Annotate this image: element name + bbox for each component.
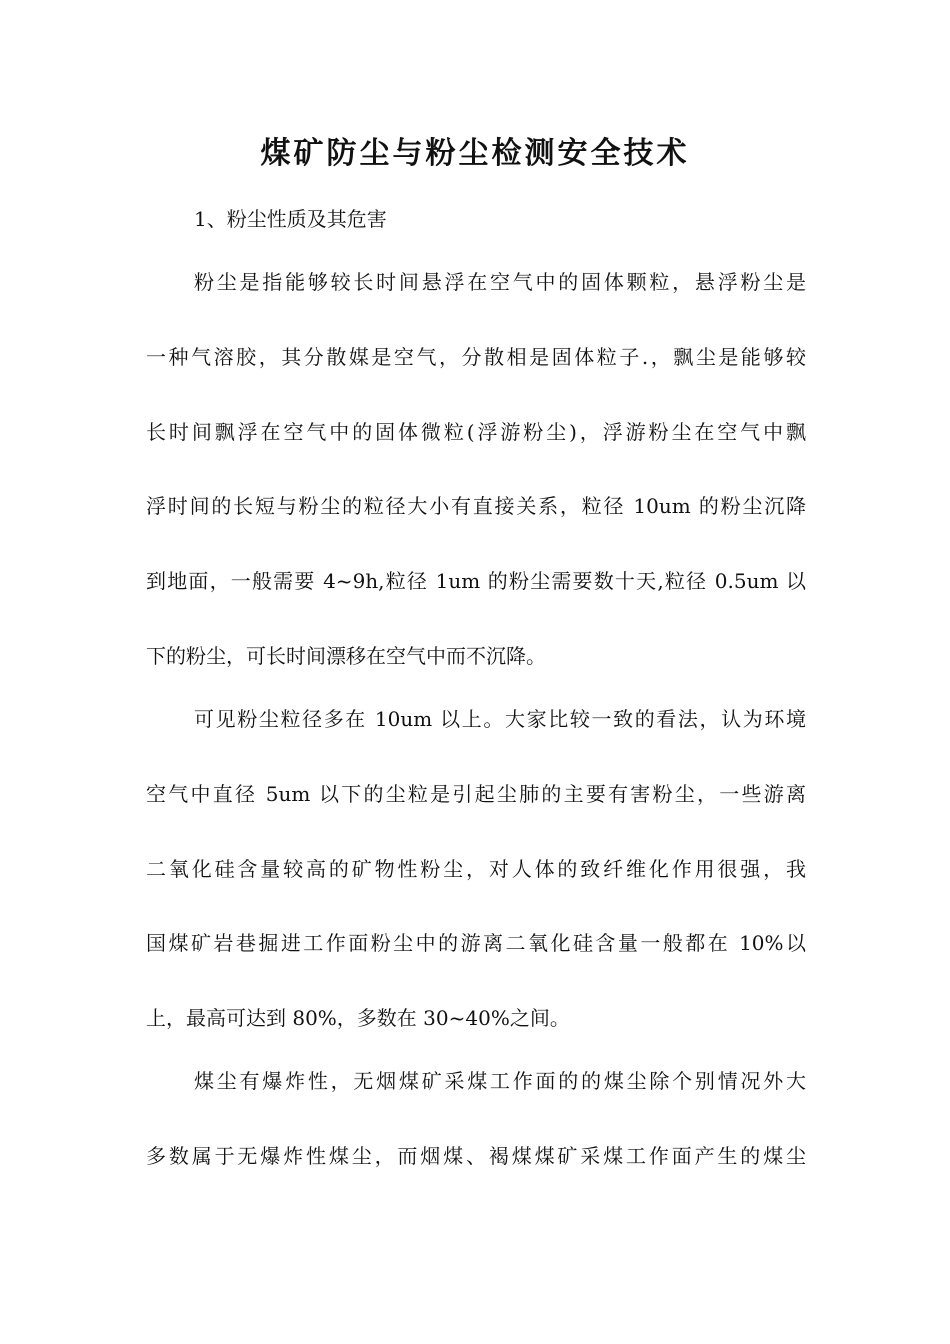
paragraph-line: 到地面，一般需要 4~9h,粒径 1um 的粉尘需要数十天,粒径 0.5um 以 [146, 569, 806, 593]
paragraph-line: 浮时间的长短与粉尘的粒径大小有直接关系，粒径 10um 的粉尘沉降 [146, 494, 806, 518]
paragraph-line: 下的粉尘，可长时间漂移在空气中而不沉降。 [146, 644, 546, 668]
paragraph-line: 长时间飘浮在空气中的固体微粒(浮游粉尘)，浮游粉尘在空气中飘 [146, 420, 806, 444]
paragraph-line: 可见粉尘粒径多在 10um 以上。大家比较一致的看法，认为环境 [194, 707, 806, 731]
paragraph-line: 粉尘是指能够较长时间悬浮在空气中的固体颗粒，悬浮粉尘是 [194, 270, 806, 294]
paragraph-line: 国煤矿岩巷掘进工作面粉尘中的游离二氧化硅含量一般都在 10%以 [146, 931, 806, 955]
paragraph-line: 上，最高可达到 80%，多数在 30~40%之间。 [146, 1006, 570, 1030]
paragraph-line: 空气中直径 5um 以下的尘粒是引起尘肺的主要有害粉尘，一些游离 [146, 782, 806, 806]
section-heading: 1、粉尘性质及其危害 [194, 207, 387, 231]
paragraph-line: 一种气溶胶，其分散媒是空气，分散相是固体粒子.，飘尘是能够较 [146, 345, 806, 369]
paragraph-line: 煤尘有爆炸性，无烟煤矿采煤工作面的的煤尘除个别情况外大 [194, 1069, 806, 1093]
paragraph-line: 多数属于无爆炸性煤尘，而烟煤、褐煤煤矿采煤工作面产生的煤尘 [146, 1144, 806, 1168]
document-title: 煤矿防尘与粉尘检测安全技术 [260, 136, 690, 171]
paragraph-line: 二氧化硅含量较高的矿物性粉尘，对人体的致纤维化作用很强，我 [146, 857, 806, 881]
